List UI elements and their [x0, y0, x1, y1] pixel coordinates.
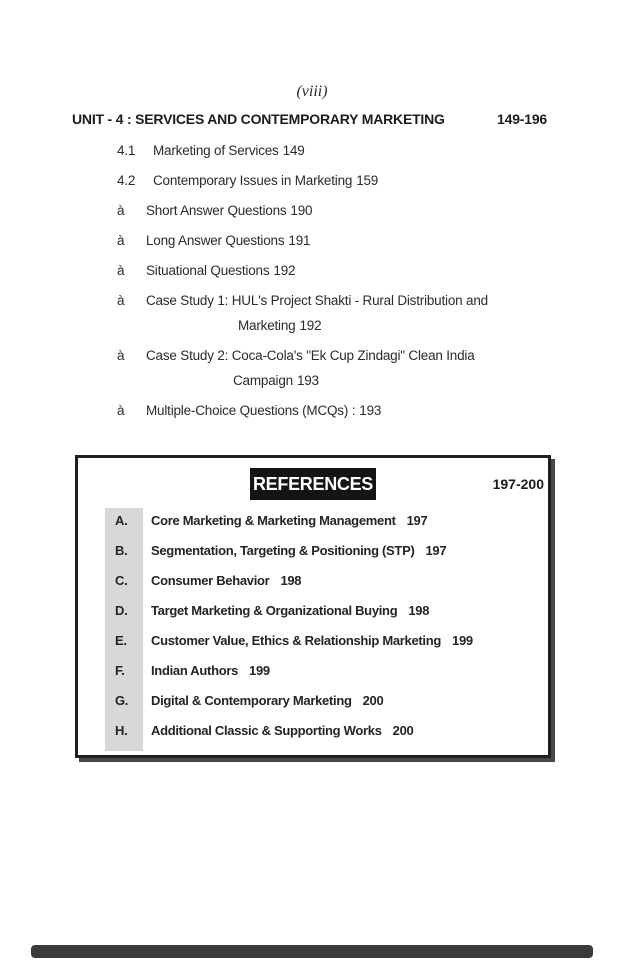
bullet-arrow-icon: à — [117, 203, 125, 218]
reference-title-text: Indian Authors — [151, 663, 239, 678]
toc-item-title: Situational Questions — [146, 263, 270, 278]
reference-title-text: Core Marketing & Marketing Management — [151, 513, 396, 528]
reference-title — [151, 634, 473, 648]
toc-item-title: Contemporary Issues in Marketing — [153, 173, 353, 188]
toc-item-title: Short Answer Questions — [146, 203, 287, 218]
reference-page: 199 — [452, 633, 473, 648]
references-page-range: 197-200 — [492, 476, 544, 492]
toc-item-short-answer — [72, 204, 562, 218]
reference-item-f — [115, 664, 545, 678]
toc-item-number: 4.2 — [117, 173, 136, 188]
toc-item-text — [146, 294, 562, 333]
reference-letter: H. — [115, 723, 128, 738]
references-heading-banner: REFERENCES — [250, 468, 376, 500]
toc-item-title-line1: Case Study 1: HUL's Project Shakti - Rural Distribution and — [146, 293, 488, 308]
toc-item-situational — [72, 264, 562, 278]
toc-item-number: 4.1 — [117, 143, 136, 158]
unit-title: UNIT - 4 : SERVICES AND CONTEMPORARY MARKETING — [72, 111, 445, 127]
reference-title-text: Additional Classic & Supporting Works — [151, 723, 382, 738]
unit-4-heading — [72, 111, 547, 127]
reference-item-a — [115, 514, 545, 528]
toc-item-title: Marketing of Services — [153, 143, 279, 158]
toc-item-page: 192 — [273, 263, 296, 278]
toc-item-page: 193 — [359, 403, 382, 418]
toc-item-text — [153, 174, 562, 188]
bottom-scan-bar — [31, 945, 593, 958]
toc-item-title: Long Answer Questions — [146, 233, 285, 248]
toc-item-text — [153, 144, 562, 158]
toc-item-4-1 — [72, 144, 562, 158]
toc-item-long-answer — [72, 234, 562, 248]
reference-title — [151, 724, 413, 738]
reference-letter: B. — [115, 543, 128, 558]
toc-item-page: 191 — [288, 233, 311, 248]
reference-title — [151, 694, 383, 708]
reference-item-e — [115, 634, 545, 648]
reference-title-text: Digital & Contemporary Marketing — [151, 693, 352, 708]
reference-title-text: Consumer Behavior — [151, 573, 270, 588]
page-folio: (viii) — [296, 83, 328, 100]
toc-item-title-line2-text: Campaign — [233, 373, 293, 388]
reference-letter: A. — [115, 513, 128, 528]
reference-letter: F. — [115, 663, 125, 678]
toc-item-text — [146, 264, 562, 278]
bullet-arrow-icon: à — [117, 233, 125, 248]
bullet-arrow-icon: à — [117, 403, 125, 418]
toc-item-page: 159 — [356, 173, 379, 188]
bullet-arrow-icon: à — [117, 293, 125, 308]
toc-item-title-line2 — [233, 374, 562, 388]
toc-item-title: Multiple-Choice Questions (MCQs) : — [146, 403, 356, 418]
reference-title — [151, 574, 301, 588]
reference-page: 198 — [408, 603, 430, 618]
references-list — [115, 514, 545, 754]
reference-title-text: Customer Value, Ethics & Relationship Marketing — [151, 633, 442, 648]
unit-page-range: 149-196 — [497, 111, 547, 127]
reference-page: 197 — [406, 513, 428, 528]
toc-item-page: 149 — [282, 143, 305, 158]
toc-item-title-line2-text: Marketing — [238, 318, 296, 333]
unit-toc-list — [72, 144, 562, 434]
reference-page: 198 — [280, 573, 302, 588]
reference-title-text: Segmentation, Targeting & Positioning (STP) — [151, 543, 415, 558]
bullet-arrow-icon: à — [117, 263, 125, 278]
reference-letter: E. — [115, 633, 127, 648]
toc-item-title-line1: Case Study 2: Coca-Cola's "Ek Cup Zindagi" Clean India — [146, 348, 475, 363]
reference-title-text: Target Marketing & Organizational Buying — [151, 603, 398, 618]
toc-item-title-line2 — [238, 319, 562, 333]
reference-letter: C. — [115, 573, 128, 588]
toc-item-page: 193 — [296, 373, 319, 388]
reference-page: 200 — [362, 693, 384, 708]
toc-item-page: 192 — [299, 318, 322, 333]
references-box — [75, 455, 551, 758]
reference-page: 200 — [392, 723, 414, 738]
reference-item-b — [115, 544, 545, 558]
reference-item-h — [115, 724, 545, 738]
reference-page: 199 — [249, 663, 270, 678]
reference-page: 197 — [425, 543, 447, 558]
toc-item-text — [146, 404, 562, 418]
toc-item-text — [146, 204, 562, 218]
toc-item-mcqs — [72, 404, 562, 418]
bullet-arrow-icon: à — [117, 348, 125, 363]
toc-item-text — [146, 234, 562, 248]
reference-title — [151, 544, 446, 558]
reference-title — [151, 514, 427, 528]
toc-item-4-2 — [72, 174, 562, 188]
reference-item-g — [115, 694, 545, 708]
reference-title — [151, 664, 270, 678]
reference-letter: G. — [115, 693, 129, 708]
reference-letter: D. — [115, 603, 128, 618]
toc-item-page: 190 — [290, 203, 313, 218]
toc-item-case-study-2 — [72, 349, 562, 388]
toc-item-case-study-1 — [72, 294, 562, 333]
toc-item-text — [146, 349, 562, 388]
reference-title — [151, 604, 429, 618]
reference-item-c — [115, 574, 545, 588]
reference-item-d — [115, 604, 545, 618]
